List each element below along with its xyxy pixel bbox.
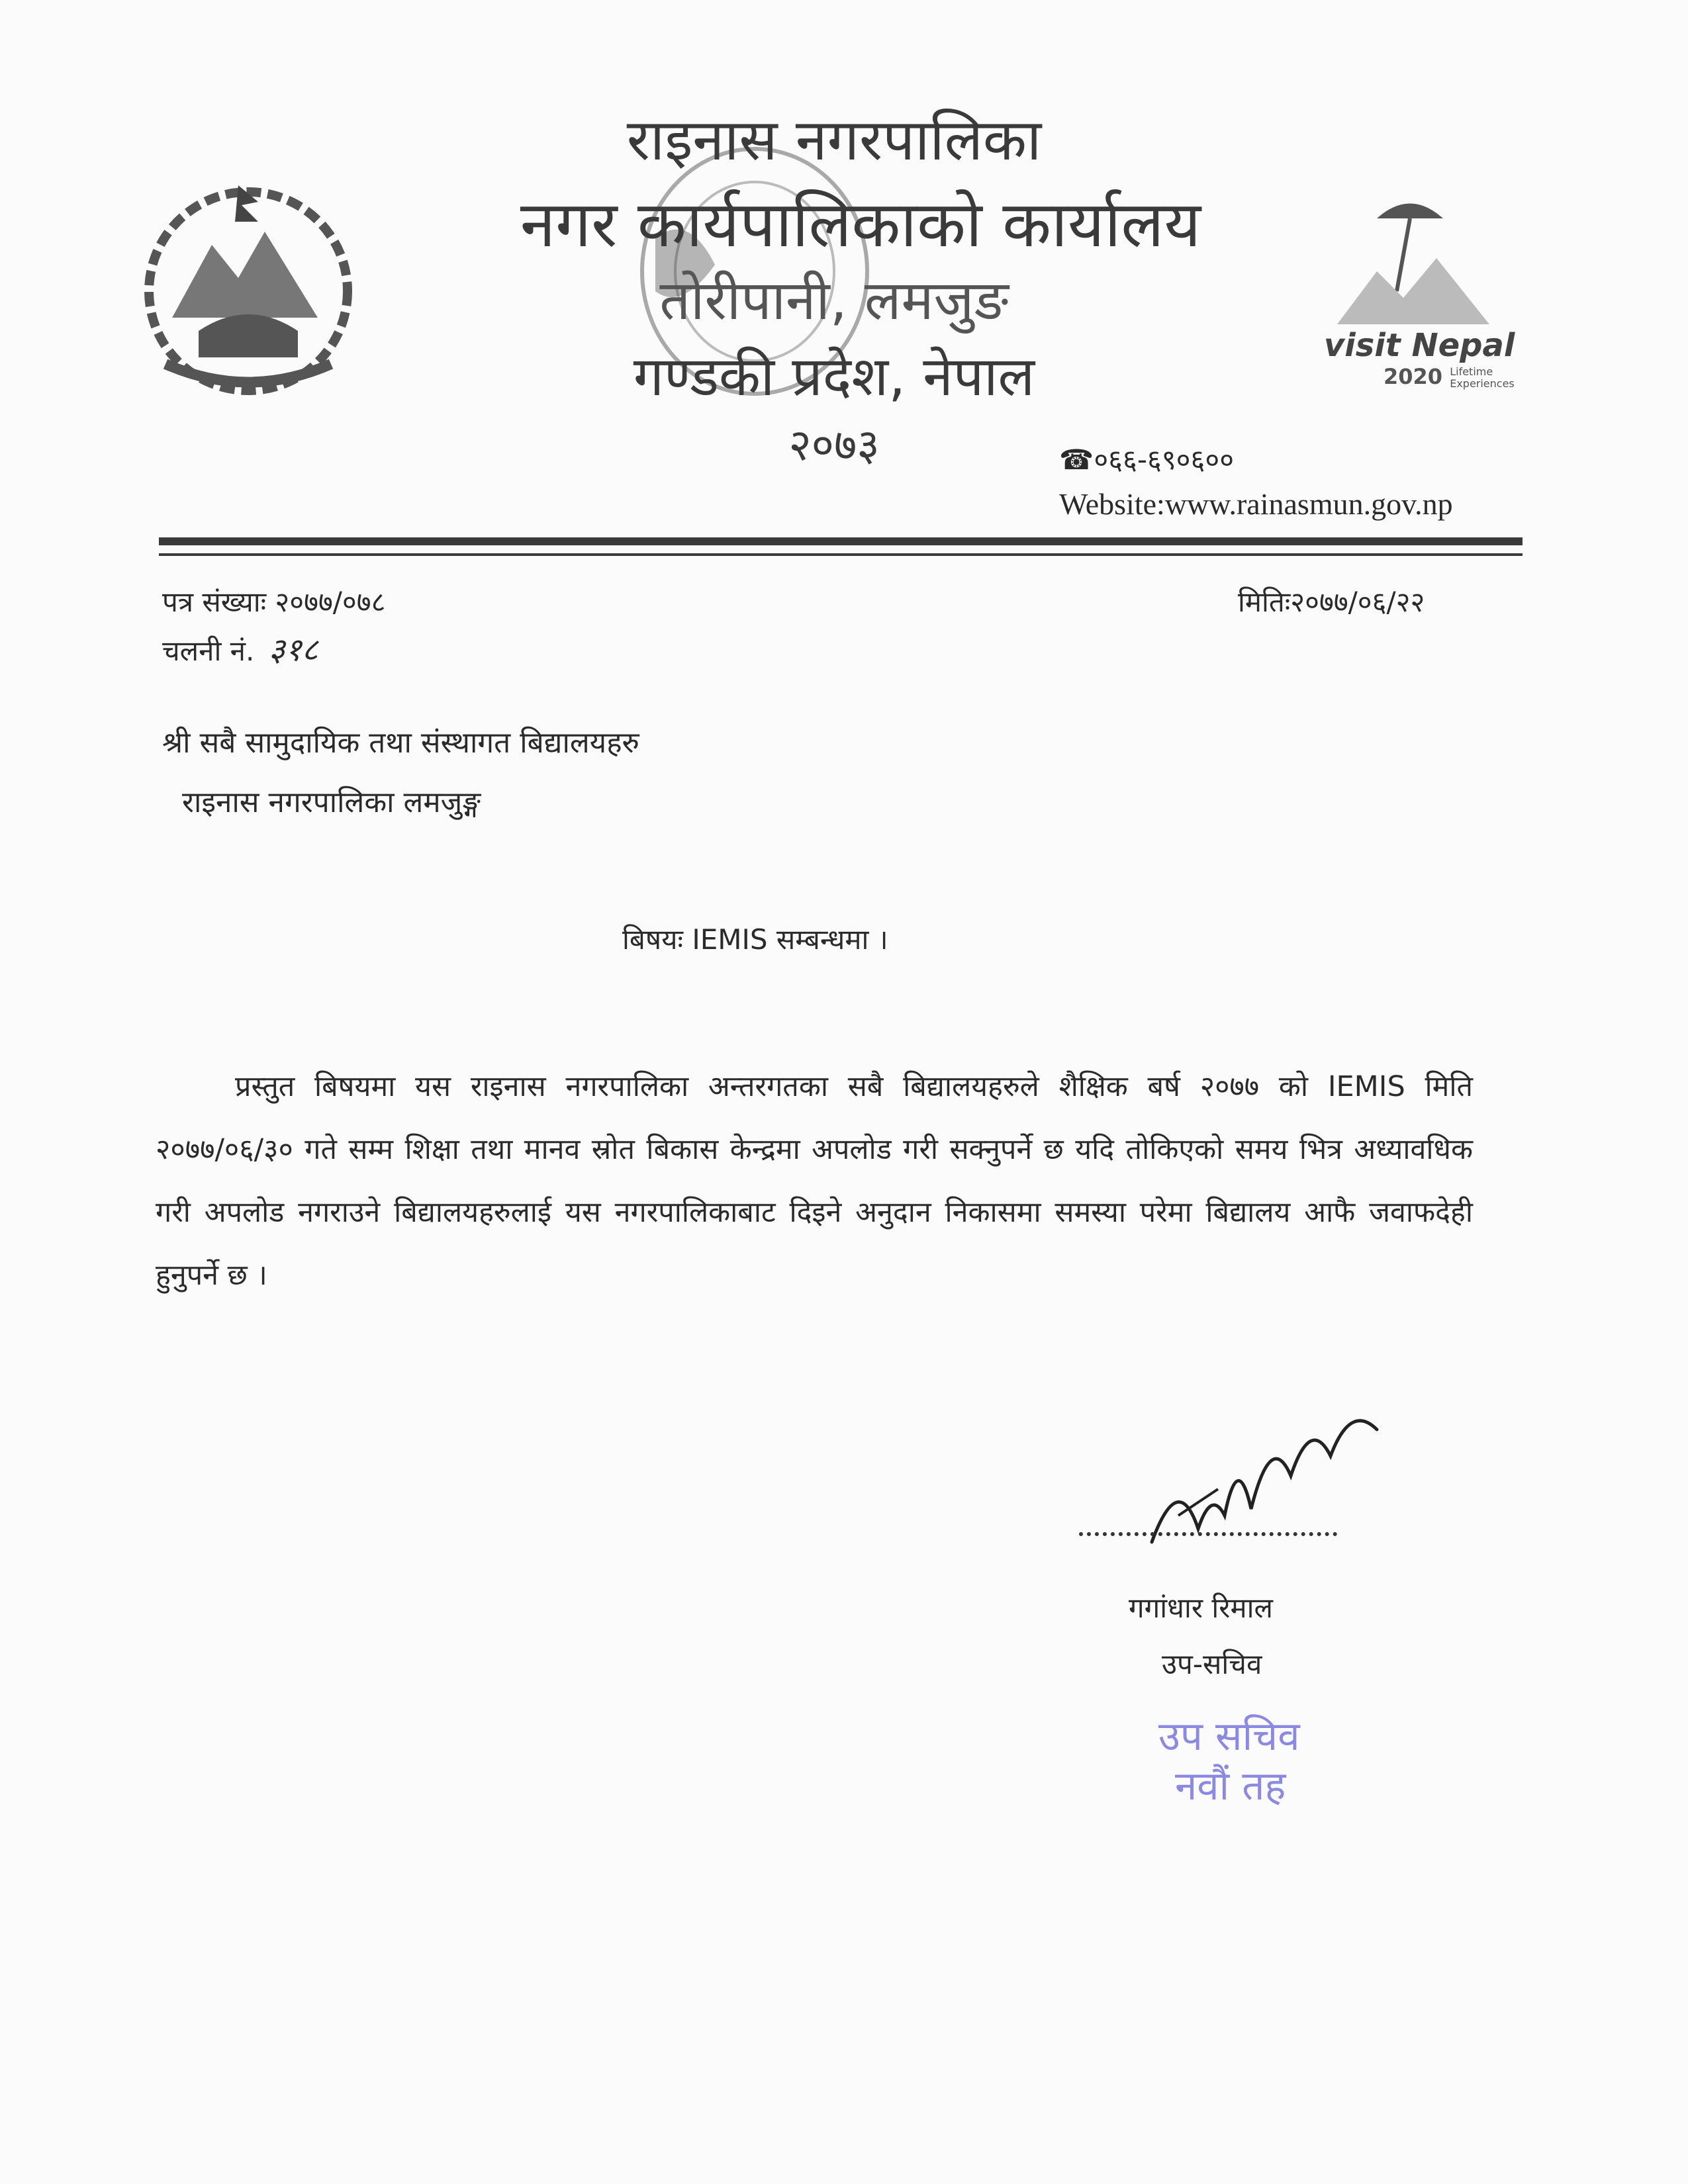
municipality-name: राइनास नगरपालिका <box>626 107 1042 173</box>
website-text: Website:www.rainasmun.gov.np <box>1059 487 1453 521</box>
letter-reference-number: पत्र संख्याः २०७७/०७८ <box>162 586 386 618</box>
signature-dotted-line <box>1079 1532 1337 1536</box>
phone-number: ☎०६६-६९०६०० <box>1059 443 1235 476</box>
addressee-line-2: राइनास नगरपालिका लमजुङ्ग <box>182 786 481 819</box>
mountain-umbrella-icon <box>1324 192 1523 331</box>
header-divider-thick <box>159 537 1523 545</box>
letter-body: प्रस्तुत बिषयमा यस राइनास नगरपालिका अन्तरगतका सबै बिद्यालयहरुले शैक्षिक बर्ष २०७७ को IEMIS मिति २०७७/०६/३० गते सम्म शिक्षा तथा मानव स्रोत बिकास केन्द्रमा अपलोड गरी सक्नुपर्ने छ यदि तोकिएको समय भित्र अध्यावधिक गरी अपलोड नगराउने बिद्यालयहरुलाई यस नगरपालिकाबाट दिइने अनुदान निकासमा समस्या परेमा बिद्यालय आफै जवाफदेही हुनुपर्ने छ । <box>156 1070 1473 1292</box>
visit-year: 2020 <box>1383 364 1443 389</box>
tagline-lifetime: Lifetime <box>1450 365 1493 378</box>
office-name: नगर कार्यपालिकाको कार्यालय <box>520 187 1201 261</box>
visit-word: visit <box>1324 327 1401 364</box>
handwritten-signature <box>1139 1390 1390 1562</box>
office-location: तोरीपानी, लमजुङ <box>659 269 1009 332</box>
tagline-experiences: Experiences <box>1450 377 1515 390</box>
established-year: २०७३ <box>788 420 880 471</box>
signatory-name: गगांधार रिमाल <box>1129 1592 1273 1624</box>
visit-nepal-logo <box>1324 192 1523 424</box>
nepal-word: Nepal <box>1411 327 1515 364</box>
header-divider-thin <box>159 553 1523 556</box>
signatory-title: उप-सचिव <box>1162 1648 1262 1680</box>
addressee-line-1: श्री सबै सामुदायिक तथा संस्थागत बिद्यालयहरु <box>162 726 639 760</box>
nepal-emblem-icon <box>126 165 371 410</box>
letter-date: मितिः२०७७/०६/२२ <box>1238 586 1425 618</box>
dispatch-value: ३१८ <box>268 631 318 668</box>
rank-stamp-line-2: नवौं तह <box>1175 1763 1286 1809</box>
dispatch-label: चलनी नं. <box>162 635 255 667</box>
dispatch-number <box>162 627 318 670</box>
rank-stamp-line-1: उप सचिव <box>1158 1713 1300 1760</box>
subject-line: बिषयः IEMIS सम्बन्धमा । <box>622 923 888 956</box>
province-country: गण्डकी प्रदेश, नेपाल <box>633 345 1035 408</box>
